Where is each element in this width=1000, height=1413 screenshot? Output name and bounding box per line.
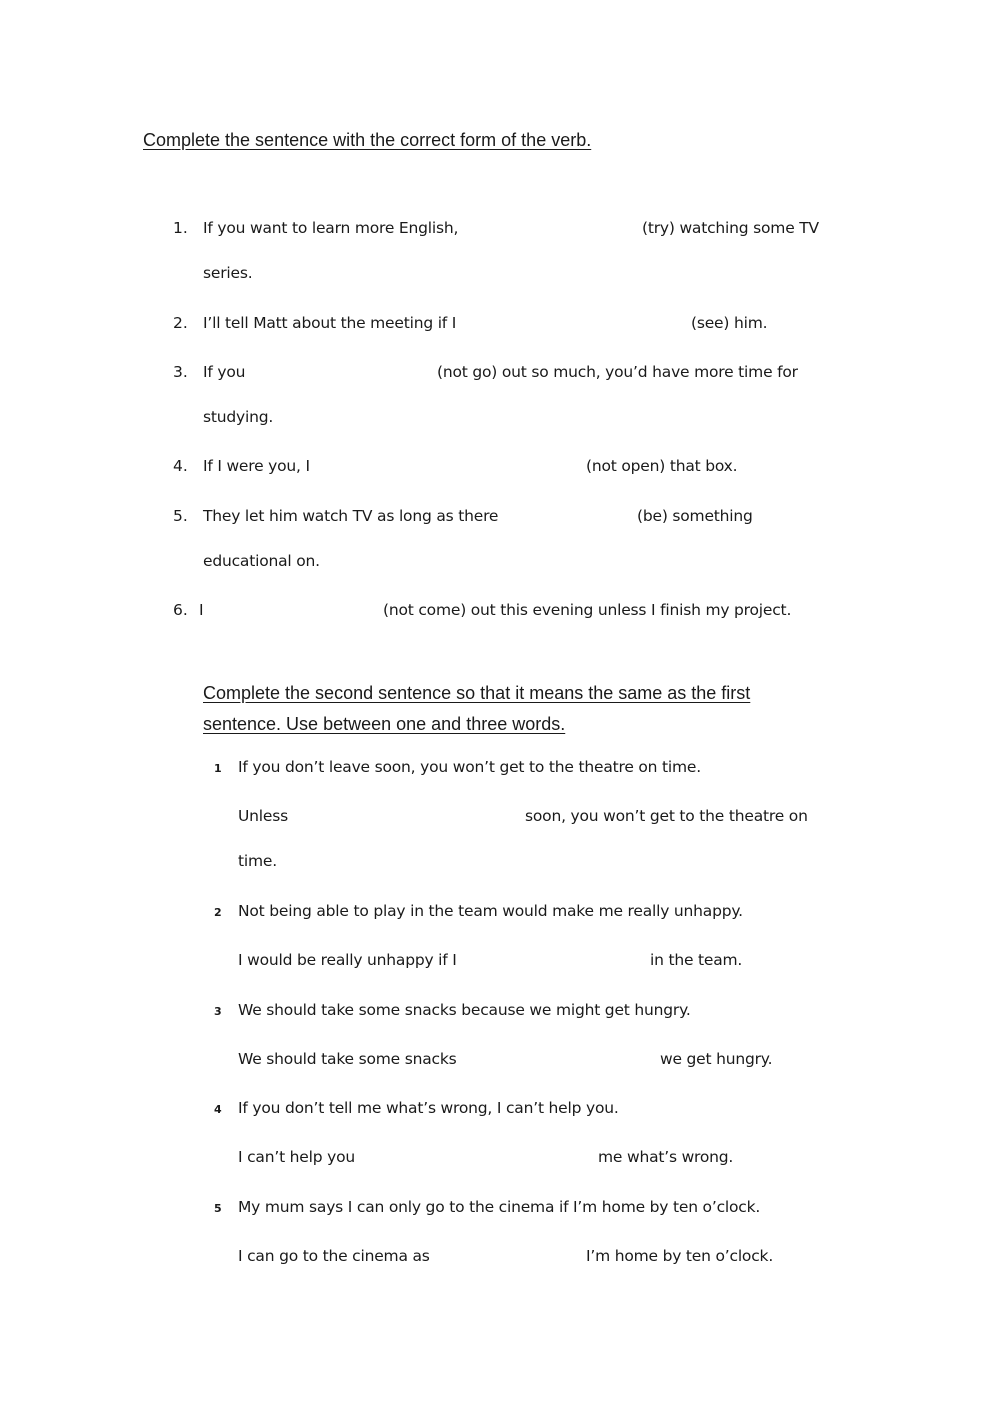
section1-instruction: Complete the sentence with the correct form of the verb. <box>143 130 592 150</box>
original-sentence: My mum says I can only go to the cinema if I’m home by ten o’clock. <box>238 1198 761 1216</box>
sentence-start: If you want to learn more English, <box>203 219 459 237</box>
item-number: 3 <box>214 1005 222 1018</box>
item-number: 4 <box>214 1103 222 1116</box>
section2-instruction-line1: Complete the second sentence so that it means the same as the first <box>203 683 751 703</box>
sentence-start: If I were you, I <box>203 457 310 475</box>
section2-instruction-line2: sentence. Use between one and three words. <box>203 714 566 734</box>
item-number: 3. <box>173 363 188 381</box>
item-number: 6. <box>173 601 188 619</box>
rewrite-end: we get hungry. <box>660 1050 773 1068</box>
rewrite-end: soon, you won’t get to the theatre on <box>525 807 808 825</box>
rewrite-start: I can’t help you <box>238 1148 355 1166</box>
sentence-continuation: studying. <box>203 408 274 426</box>
original-sentence: Not being able to play in the team would make me really unhappy. <box>238 902 743 920</box>
original-sentence: If you don’t tell me what’s wrong, I can’t help you. <box>238 1099 619 1117</box>
rewrite-start: We should take some snacks <box>238 1050 457 1068</box>
rewrite-start: I would be really unhappy if I <box>238 951 457 969</box>
rewrite-start: Unless <box>238 807 288 825</box>
sentence-continuation: series. <box>203 264 253 282</box>
rewrite-end: me what’s wrong. <box>598 1148 734 1166</box>
sentence-start: If you <box>203 363 246 381</box>
verb-hint: (not open) that box. <box>586 457 738 475</box>
verb-hint: (not come) out this evening unless I finish my project. <box>383 601 792 619</box>
verb-hint: (be) something <box>637 507 753 525</box>
item-number: 1 <box>214 762 222 775</box>
item-number: 1. <box>173 219 188 237</box>
verb-hint: (see) him. <box>691 314 768 332</box>
rewrite-start: I can go to the cinema as <box>238 1247 430 1265</box>
item-number: 2. <box>173 314 188 332</box>
sentence-start: They let him watch TV as long as there <box>203 507 499 525</box>
rewrite-end: in the team. <box>650 951 743 969</box>
sentence-start: I <box>199 601 204 619</box>
original-sentence: If you don’t leave soon, you won’t get to the theatre on time. <box>238 758 701 776</box>
verb-hint: (try) watching some TV <box>642 219 819 237</box>
item-number: 4. <box>173 457 188 475</box>
verb-hint: (not go) out so much, you’d have more time for <box>437 363 798 381</box>
original-sentence: We should take some snacks because we might get hungry. <box>238 1001 691 1019</box>
sentence-continuation: educational on. <box>203 552 320 570</box>
rewrite-end: I’m home by ten o’clock. <box>586 1247 774 1265</box>
item-number: 2 <box>214 906 222 919</box>
sentence-start: I’ll tell Matt about the meeting if I <box>203 314 457 332</box>
item-number: 5 <box>214 1202 222 1215</box>
rewrite-continuation: time. <box>238 852 277 870</box>
item-number: 5. <box>173 507 188 525</box>
